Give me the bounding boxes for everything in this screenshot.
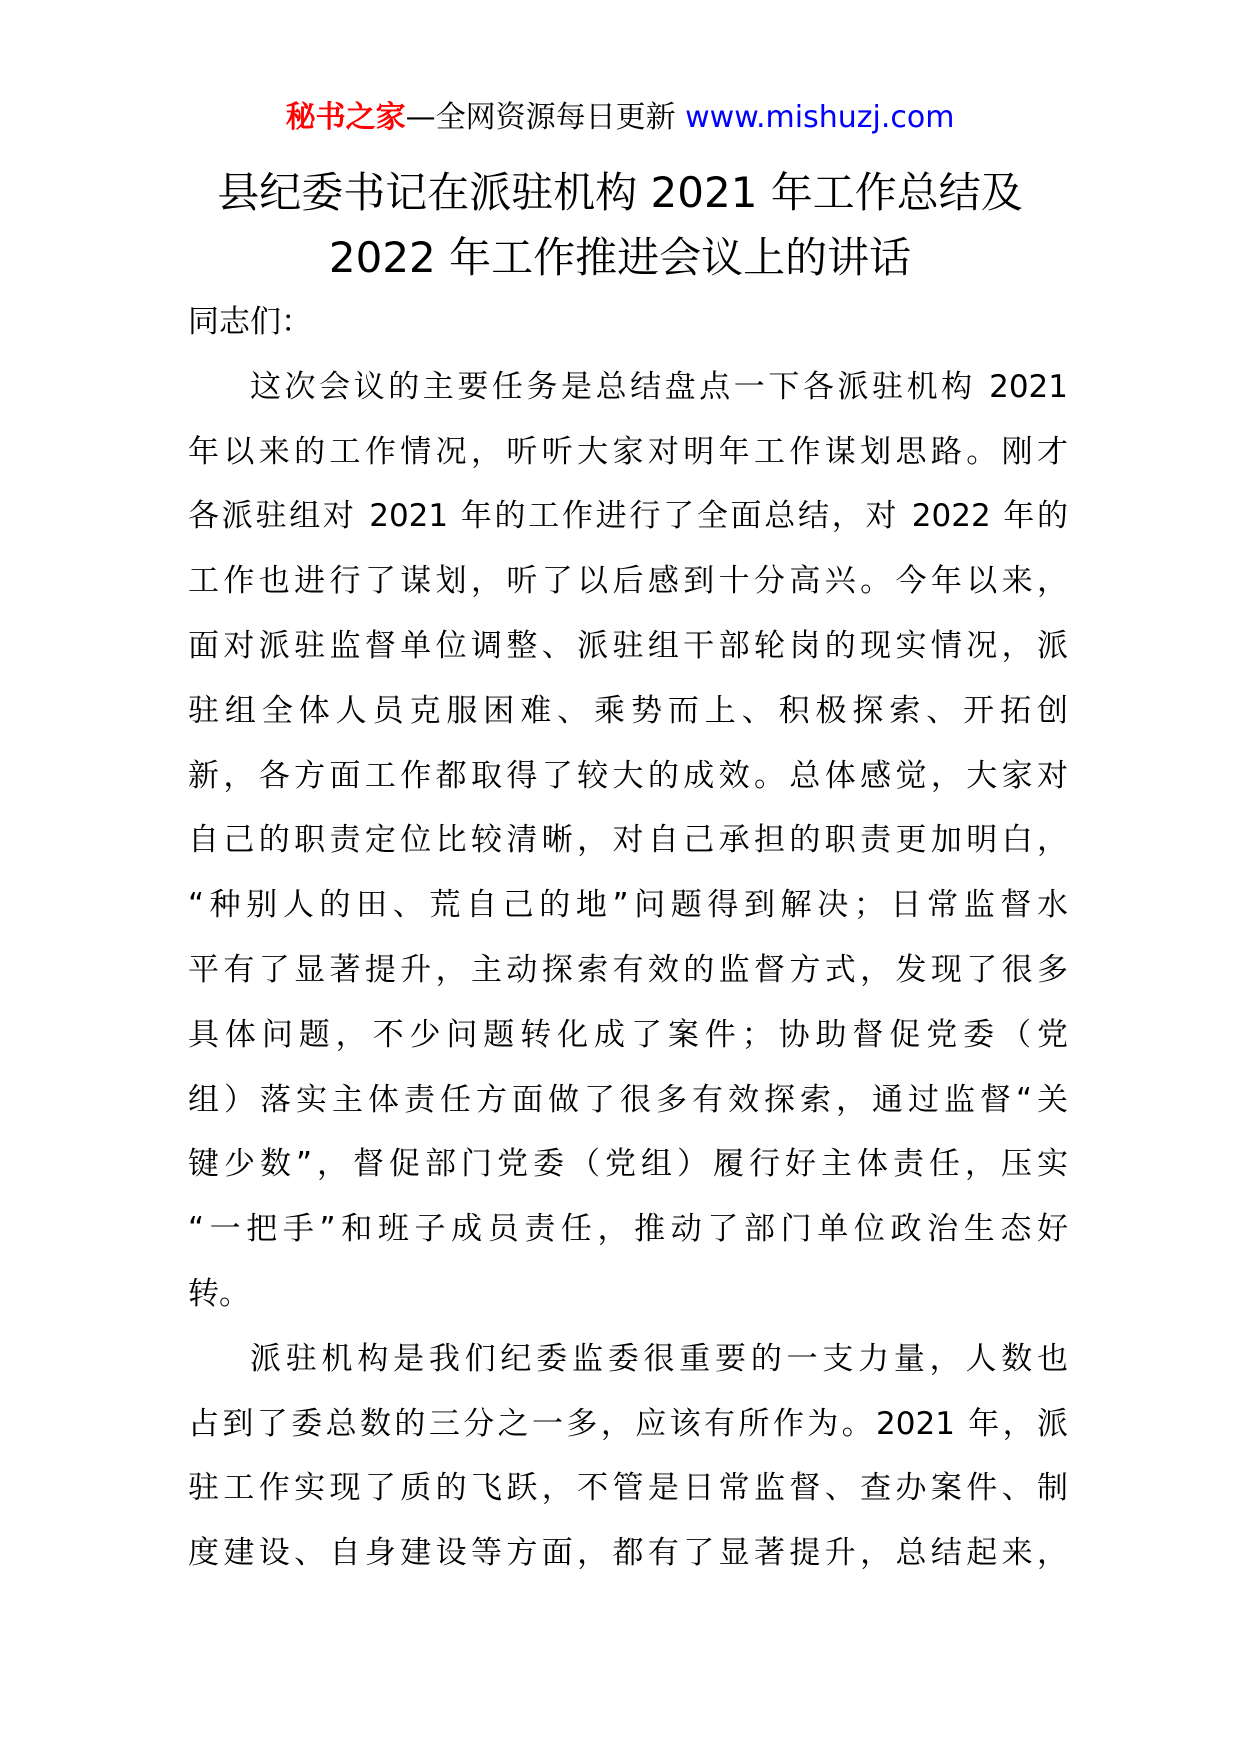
greeting: 同志们： [188, 304, 312, 340]
paragraph-line: 新，各方面工作都取得了较大的成效。总体感觉，大家对 [188, 757, 1068, 794]
paragraph-line: 驻工作实现了质的飞跃，不管是日常监督、查办案件、制 [188, 1470, 1068, 1507]
paragraph-1 [188, 355, 1068, 1327]
paragraph-line: 占到了委总数的三分之一多，应该有所作为。2021 年，派 [188, 1405, 1068, 1442]
paragraph-line: 具体问题，不少问题转化成了案件；协助督促党委（党 [188, 1016, 1068, 1053]
paragraph-line: 各派驻组对 2021 年的工作进行了全面总结，对 2022 年的 [188, 498, 1068, 535]
paragraph-line: 平有了显著提升，主动探索有效的监督方式，发现了很多 [188, 951, 1068, 988]
paragraph-line: 组）落实主体责任方面做了很多有效探索，通过监督“关 [188, 1081, 1068, 1118]
header-tagline: —全网资源每日更新 [405, 100, 686, 135]
paragraph-line: 工作也进行了谋划，听了以后感到十分高兴。今年以来， [188, 563, 1068, 600]
site-url-link[interactable]: www.mishuzj.com [685, 100, 955, 135]
document-body [188, 290, 1068, 1586]
site-header [0, 98, 1240, 138]
paragraph-line: 转。 [188, 1275, 250, 1312]
title-line-1: 县纪委书记在派驻机构 2021 年工作总结及 [217, 168, 1023, 217]
paragraph-line: 这次会议的主要任务是总结盘点一下各派驻机构 2021 [250, 368, 1068, 405]
brand-name: 秘书之家 [285, 100, 406, 135]
paragraph-line: 自己的职责定位比较清晰，对自己承担的职责更加明白， [188, 822, 1068, 859]
paragraph-line: 度建设、自身建设等方面，都有了显著提升，总结起来， [188, 1535, 1068, 1572]
paragraph-line: 年以来的工作情况，听听大家对明年工作谋划思路。刚才 [188, 433, 1068, 470]
paragraph-2 [188, 1327, 1068, 1586]
paragraph-line: 驻组全体人员克服困难、乘势而上、积极探索、开拓创 [188, 692, 1068, 729]
paragraph-line: 面对派驻监督单位调整、派驻组干部轮岗的现实情况，派 [188, 627, 1068, 664]
title-line-2: 2022 年工作推进会议上的讲话 [328, 233, 912, 282]
paragraph-line: 键少数”，督促部门党委（党组）履行好主体责任，压实 [188, 1146, 1068, 1183]
paragraph-line: “一把手”和班子成员责任，推动了部门单位政治生态好 [188, 1211, 1068, 1248]
document-title [120, 160, 1120, 290]
paragraph-line: 派驻机构是我们纪委监委很重要的一支力量，人数也 [250, 1340, 1068, 1377]
paragraph-line: “种别人的田、荒自己的地”问题得到解决；日常监督水 [188, 887, 1068, 924]
